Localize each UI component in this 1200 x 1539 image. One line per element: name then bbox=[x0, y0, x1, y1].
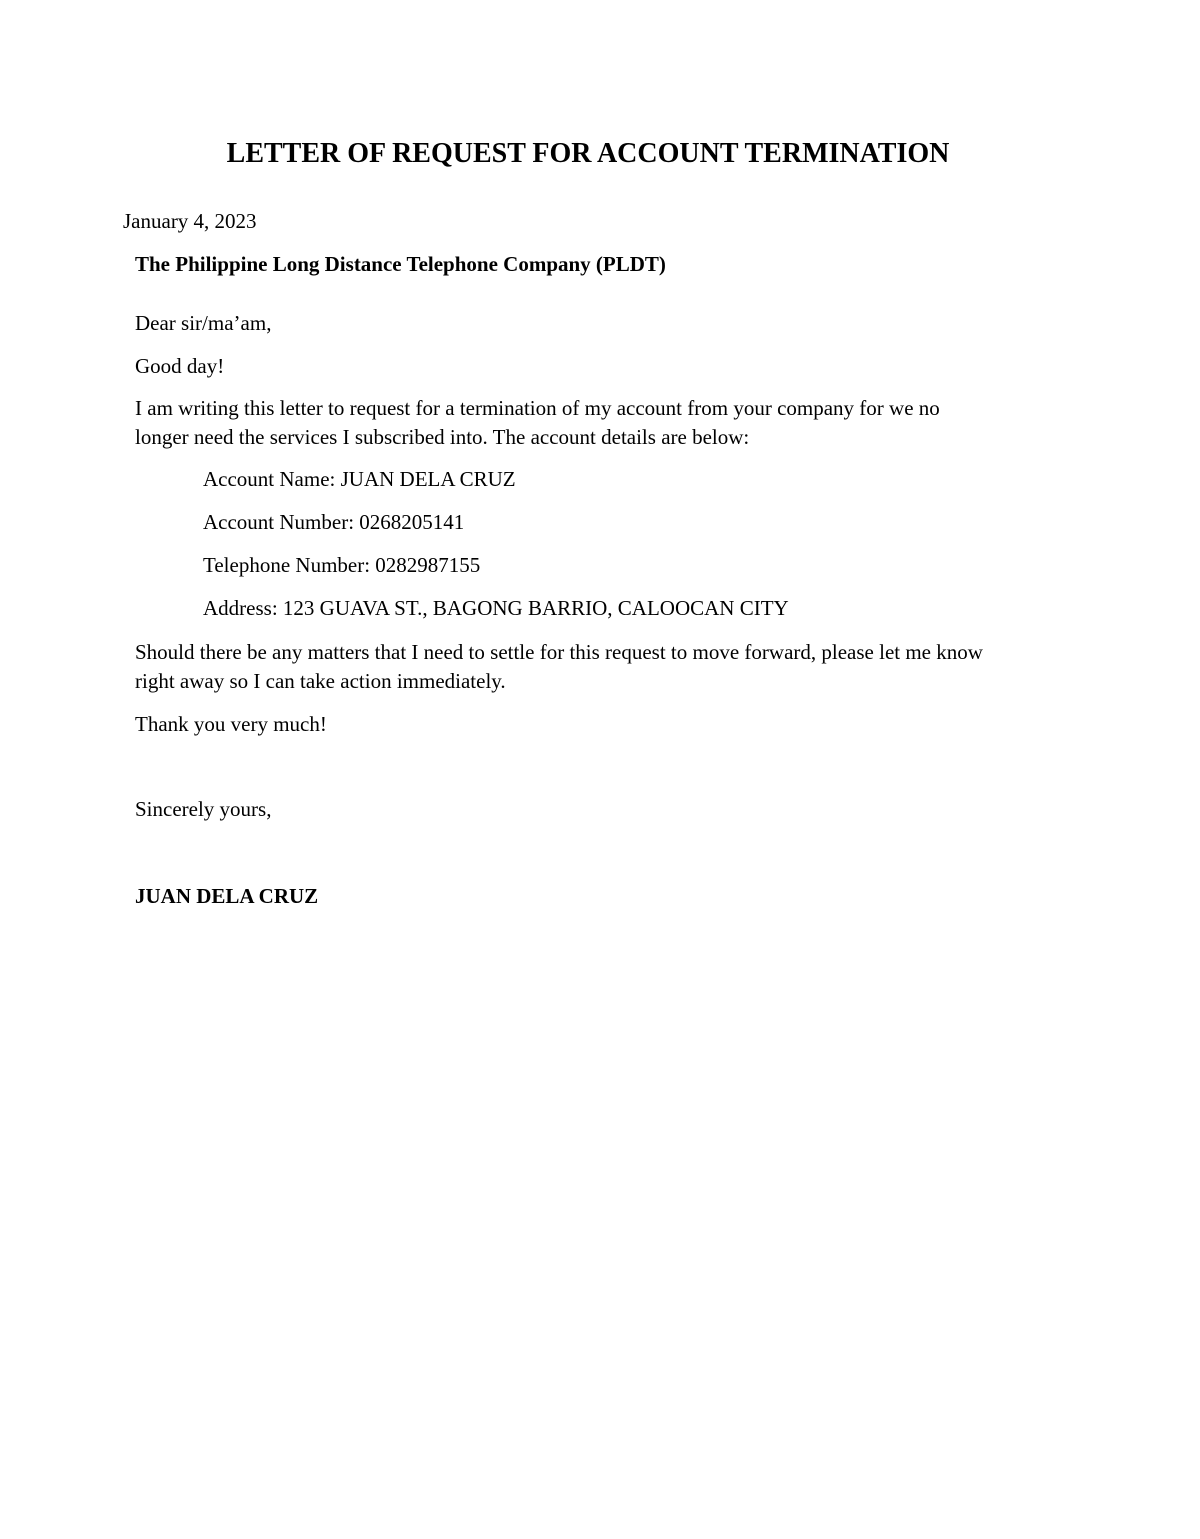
address-detail: Address: 123 GUAVA ST., BAGONG BARRIO, CALOOCAN CITY bbox=[203, 596, 789, 620]
greeting: Good day! bbox=[135, 354, 225, 378]
thank-you-line: Thank you very much! bbox=[135, 712, 327, 736]
letter-date: January 4, 2023 bbox=[123, 209, 257, 233]
body-paragraph-1-line-1: I am writing this letter to request for a termination of my account from your company for we no bbox=[135, 396, 940, 420]
body-paragraph-2-line-2: right away so I can take action immediately. bbox=[135, 669, 506, 693]
body-paragraph-1-line-2: longer need the services I subscribed into. The account details are below: bbox=[135, 425, 750, 449]
closing-phrase: Sincerely yours, bbox=[135, 797, 272, 821]
document-title: LETTER OF REQUEST FOR ACCOUNT TERMINATION bbox=[226, 138, 950, 169]
telephone-number-detail: Telephone Number: 0282987155 bbox=[203, 553, 481, 577]
salutation: Dear sir/ma’am, bbox=[135, 311, 272, 335]
signature-name: JUAN DELA CRUZ bbox=[135, 884, 319, 908]
account-name-detail: Account Name: JUAN DELA CRUZ bbox=[203, 467, 516, 491]
account-number-detail: Account Number: 0268205141 bbox=[203, 510, 465, 534]
recipient-name: The Philippine Long Distance Telephone Company (PLDT) bbox=[135, 252, 666, 276]
body-paragraph-2-line-1: Should there be any matters that I need to settle for this request to move forward, please let me know bbox=[135, 640, 983, 664]
